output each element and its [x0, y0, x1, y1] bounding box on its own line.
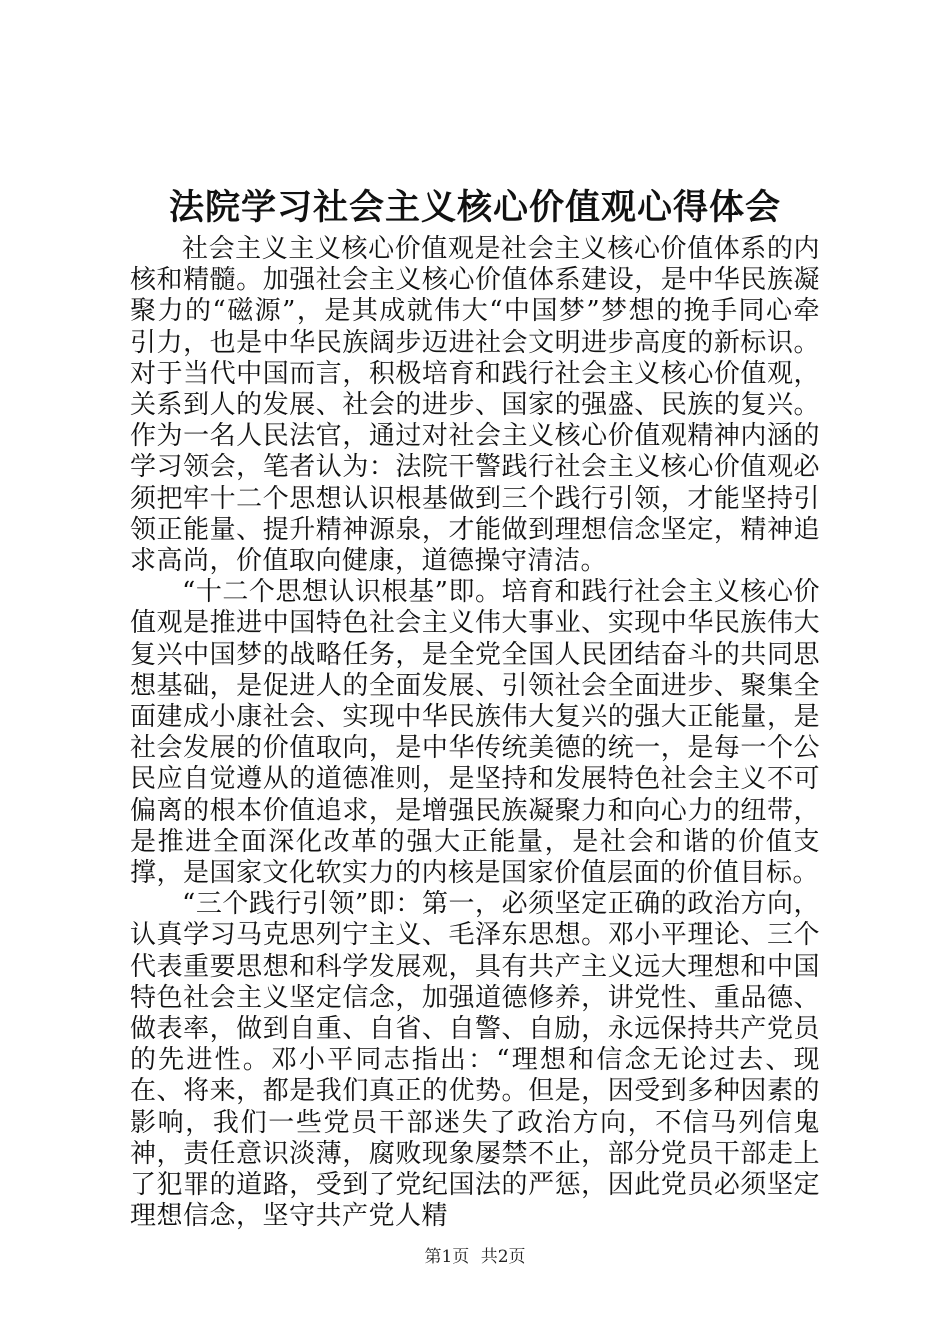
paragraph-1: 社会主义主义核心价值观是社会主义核心价值体系的内核和精髓。加强社会主义核心价值体系建设，是中华民族凝聚力的“磁源”，是其成就伟大“中国梦”梦想的挽手同心牵引力，也是中华民族阔步迈进社会文明进步高度的新标识。对于当代中国而言，积极培育和践行社会主义核心价值观，关系到人的发展、社会的进步、国家的强盛、民族的复兴。作为一名人民法官，通过对社会主义核心价值观精神内涵的学习领会，笔者认为：法院干警践行社会主义核心价值观必须把牢十二个思想认识根基做到三个践行引领，才能坚持引领正能量、提升精神源泉，才能做到理想信念坚定，精神追求高尚，价值取向健康，道德操守清洁。 — [130, 234, 820, 577]
paragraph-2: “十二个思想认识根基”即。培育和践行社会主义核心价值观是推进中国特色社会主义伟大事业、实现中华民族伟大复兴中国梦的战略任务，是全党全国人民团结奋斗的共同思想基础，是促进人的全面发展、引领社会全面进步、聚集全面建成小康社会、实现中华民族伟大复兴的强大正能量，是社会发展的价值取向，是中华传统美德的统一，是每一个公民应自觉遵从的道德准则，是坚持和发展特色社会主义不可偏离的根本价值追求，是增强民族凝聚力和向心力的纽带，是推进全面深化改革的强大正能量，是社会和谐的价值支撑，是国家文化软实力的内核是国家价值层面的价值目标。 — [130, 577, 820, 889]
document-body — [130, 234, 820, 1233]
paragraph-3: “三个践行引领”即：第一，必须坚定正确的政治方向，认真学习马克思列宁主义、毛泽东思想。邓小平理论、三个代表重要思想和科学发展观，具有共产主义远大理想和中国特色社会主义坚定信念，加强道德修养，讲党性、重品德、做表率，做到自重、自省、自警、自励，永远保持共产党员的先进性。邓小平同志指出：“理想和信念无论过去、现在、将来，都是我们真正的优势。但是，因受到多种因素的影响，我们一些党员干部迷失了政治方向，不信马列信鬼神，责任意识淡薄，腐败现象屡禁不止，部分党员干部走上了犯罪的道路，受到了党纪国法的严惩，因此党员必须坚定理想信念，坚守共产党人精 — [130, 889, 820, 1232]
page-total: 共2页 — [480, 1247, 526, 1267]
page-footer — [0, 1246, 950, 1268]
document-title: 法院学习社会主义核心价值观心得体会 — [168, 188, 781, 228]
page-number: 第1页 — [424, 1247, 470, 1267]
